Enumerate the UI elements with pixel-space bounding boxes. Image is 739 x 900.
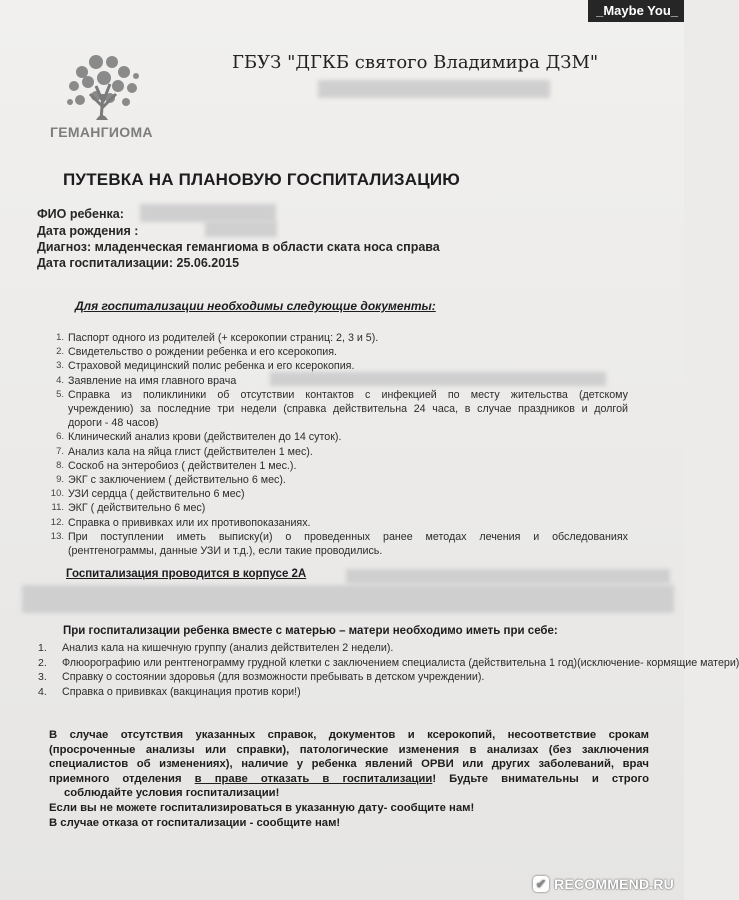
list-item-number: 4. bbox=[38, 685, 47, 698]
list-item-text: Свидетельство о рождении ребенка и его ксерокопия. bbox=[68, 346, 338, 359]
list-item-number: 3. bbox=[56, 360, 64, 372]
list-item-number: 12. bbox=[50, 516, 64, 528]
notice-line: Если вы не можете госпитализироваться в указанную дату- сообщите нам! bbox=[49, 801, 475, 814]
recommend-logo-icon: ✔ bbox=[533, 876, 549, 892]
list-item-text: Анализ кала на яйца глист (действителен 1 мес). bbox=[68, 445, 313, 458]
list-item-text: (рентгенограммы, данные УЗИ и т.д.), если такие проводились. bbox=[68, 545, 383, 558]
list-item bbox=[48, 459, 628, 473]
birth-date-label: Дата рождения : bbox=[37, 224, 139, 238]
list-item-text: Справка из поликлиники об отсутствии контактов с инфекцией по месту жительства (детскому bbox=[68, 388, 628, 401]
list-item-text: ЭКГ с заключением ( действительно 6 мес). bbox=[68, 474, 286, 487]
list-item-text: Паспорт одного из родителей (+ ксерокопии страниц: 2, 3 и 5). bbox=[68, 332, 379, 344]
list-item-text: ЭКГ ( действительно 6 мес) bbox=[68, 502, 206, 515]
notice-line: специалистов об изменениях), наличие у ребенка явлений ОРВИ или других заболеваний, врач bbox=[49, 758, 649, 771]
mother-requirements-list bbox=[38, 641, 739, 699]
list-item bbox=[48, 388, 628, 431]
redacted-header bbox=[318, 80, 550, 98]
notice-line: В случае отказа от госпитализации - сообщите нам! bbox=[49, 816, 341, 829]
list-item-number: 8. bbox=[56, 459, 64, 471]
child-name-label: ФИО ребенка: bbox=[37, 207, 124, 221]
notice-block bbox=[49, 728, 649, 830]
list-item-text: Заявление на имя главного врача bbox=[68, 374, 237, 387]
list-item-text: Флюорографию или рентгенограмму грудной клетки с заключением специалиста (действительна 1 год) bbox=[62, 656, 578, 669]
organization-name: ГБУЗ "ДГКБ святого Владимира ДЗМ" bbox=[232, 52, 599, 73]
list-item-text: Справку о состоянии здоровья (для возможности пребывать в детском учреждении). bbox=[62, 671, 485, 683]
mother-heading: При госпитализации ребенка вместе с матерью – матери необходимо иметь при себе: bbox=[63, 625, 558, 637]
redacted-address-2 bbox=[22, 585, 674, 613]
list-item-text: Анализ кала на кишечную группу (анализ действителен 2 недели). bbox=[62, 642, 394, 654]
notice-text: приемного отделения bbox=[49, 772, 182, 785]
list-item-text: Соскоб на энтеробиоз ( действителен 1 мес.). bbox=[68, 459, 297, 472]
list-item-number: 1. bbox=[56, 332, 64, 343]
list-item-text: УЗИ сердца ( действительно 6 мес) bbox=[68, 488, 245, 501]
notice-line: В случае отсутствия указанных справок, документов и ксерокопий, несоответствие срокам bbox=[49, 729, 649, 741]
list-item-text: учреждению) за последние три недели (справка действительна 24 часа, в случае праздников и долгой bbox=[68, 403, 628, 416]
logo-text: ГЕМАНГИОМА bbox=[50, 124, 153, 140]
documents-list bbox=[48, 331, 628, 558]
redacted-birth-date bbox=[205, 221, 277, 237]
notice-line: (просроченные анализы или справки), патологические изменения в анализах (без заключения bbox=[49, 743, 649, 756]
list-item-text: дороги - 48 часов) bbox=[68, 417, 159, 430]
list-item-number: 5. bbox=[56, 388, 64, 400]
documents-heading: Для госпитализации необходимы следующие документы: bbox=[75, 299, 436, 313]
list-item bbox=[48, 487, 628, 501]
refusal-right-text: в праве отказать в госпитализации bbox=[194, 772, 433, 785]
list-item-text: Справка о прививках или их противопоказаниях. bbox=[68, 516, 311, 529]
list-item-number: 7. bbox=[56, 445, 64, 457]
list-item-number: 11. bbox=[51, 502, 64, 514]
list-item-number: 9. bbox=[56, 474, 64, 486]
notice-line-refusal bbox=[49, 772, 649, 787]
list-item bbox=[48, 501, 628, 515]
document-title: ПУТЕВКА НА ПЛАНОВУЮ ГОСПИТАЛИЗАЦИЮ bbox=[63, 170, 461, 189]
list-item-text: Клинический анализ крови (действителен до 14 суток). bbox=[68, 431, 342, 444]
list-item bbox=[38, 670, 739, 685]
list-item-number: 4. bbox=[56, 374, 64, 386]
list-item bbox=[48, 445, 628, 459]
list-item bbox=[48, 345, 628, 359]
redacted-child-name bbox=[140, 204, 276, 222]
list-item bbox=[48, 331, 628, 345]
watermark-bottom-text: RECOMMEND.RU bbox=[554, 876, 674, 892]
list-item bbox=[38, 656, 739, 671]
list-item bbox=[48, 430, 628, 444]
list-item-text: Справка о прививках (вакцинация против кори!) bbox=[62, 685, 301, 698]
list-item-text: Страховой медицинский полис ребенка и его ксерокопия. bbox=[68, 360, 355, 373]
list-item-text: При поступлении иметь выписку(и) о проведенных ранее методах лечения и обследованиях bbox=[68, 530, 628, 543]
list-item-number: 2. bbox=[38, 656, 47, 669]
hospitalization-date: Дата госпитализации: 25.06.2015 bbox=[37, 256, 240, 270]
list-item-text: (исключение- кормящие матери) bbox=[577, 656, 739, 669]
notice-text: ! Будьте внимательны и строго bbox=[432, 772, 649, 785]
redacted-address-1 bbox=[346, 569, 670, 584]
redacted-chief-doctor bbox=[270, 372, 606, 386]
diagnosis: Диагноз: младенческая гемангиома в области ската носа справа bbox=[37, 240, 440, 254]
list-item-number: 10. bbox=[50, 488, 64, 500]
list-item-number: 2. bbox=[56, 346, 64, 358]
list-item-number: 1. bbox=[38, 642, 47, 654]
watermark-bottom bbox=[533, 876, 674, 892]
list-item bbox=[48, 473, 628, 487]
list-item bbox=[38, 685, 739, 700]
list-item bbox=[48, 516, 628, 530]
watermark-top: _Maybe You_ bbox=[588, 0, 684, 22]
list-item-number: 13. bbox=[50, 530, 64, 542]
building-info: Госпитализация проводится в корпусе 2А bbox=[66, 568, 307, 580]
list-item bbox=[48, 530, 628, 558]
list-item-number: 6. bbox=[56, 431, 64, 443]
list-item bbox=[38, 641, 739, 656]
notice-line: соблюдайте условия госпитализации! bbox=[64, 787, 280, 800]
list-item-number: 3. bbox=[38, 671, 47, 683]
